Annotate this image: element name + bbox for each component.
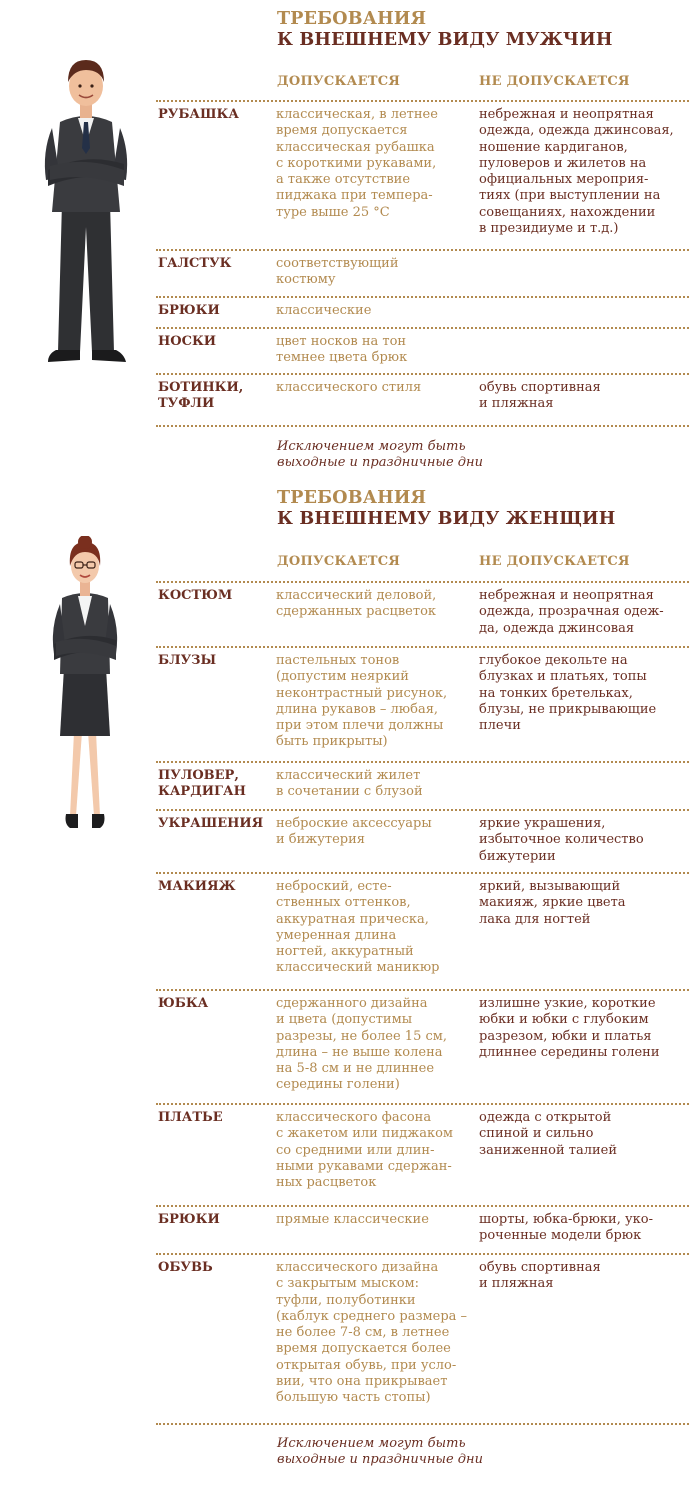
row-label: ЮБКА	[158, 996, 209, 1011]
row-allowed: классического стиля	[276, 380, 422, 395]
row-allowed: классическая, в летнее время допускается классическая рубашка с короткими рукавами, а также отсутствие пиджака при темпера- туре выше 25 °С	[276, 107, 438, 220]
table-row	[156, 811, 689, 874]
men-col-allowed: ДОПУСКАЕТСЯ	[277, 74, 401, 89]
row-denied: обувь спортивная и пляжная	[479, 380, 601, 412]
table-row	[156, 1105, 689, 1207]
men-col-denied: НЕ ДОПУСКАЕТСЯ	[479, 74, 630, 89]
row-label: ГАЛСТУК	[158, 256, 232, 271]
women-col-allowed: ДОПУСКАЕТСЯ	[277, 554, 401, 569]
women-title-line2: К ВНЕШНЕМУ ВИДУ ЖЕНЩИН	[277, 509, 616, 529]
men-title-line1: ТРЕБОВАНИЯ	[277, 9, 427, 29]
table-row	[156, 375, 689, 427]
row-label: БОТИНКИ, ТУФЛИ	[158, 380, 244, 412]
row-allowed: классического дизайна с закрытым мыском: туфли, полуботинки (каблук среднего размера – не более 7-8 см, в летнее время допускается более открытая обувь, при усло- вии, что она прикрывает большую часть стопы)	[276, 1260, 468, 1406]
table-row	[156, 298, 689, 329]
row-label: КОСТЮМ	[158, 588, 233, 603]
table-row	[156, 251, 689, 298]
table-row	[156, 1255, 689, 1425]
row-denied: яркий, вызывающий макияж, яркие цвета лака для ногтей	[479, 879, 626, 927]
row-allowed: соответствующий костюму	[276, 256, 399, 288]
man-illustration-icon	[40, 52, 132, 370]
row-denied: обувь спортивная и пляжная	[479, 1260, 601, 1292]
row-allowed: классического фасона с жакетом или пиджаком со средними или длин- ными рукавами сдержан- ных расцветок	[276, 1110, 454, 1191]
men-title	[277, 9, 613, 51]
men-requirements-table	[156, 100, 689, 427]
row-label: ПЛАТЬЕ	[158, 1110, 223, 1125]
row-allowed: цвет носков на тон темнее цвета брюк	[276, 334, 408, 366]
men-exception-note: Исключением могут быть выходные и праздничные дни	[277, 439, 483, 470]
table-row	[156, 991, 689, 1105]
row-label: БРЮКИ	[158, 1212, 220, 1227]
row-label: УКРАШЕНИЯ	[158, 816, 264, 831]
women-title	[277, 488, 616, 530]
row-label: ОБУВЬ	[158, 1260, 213, 1275]
row-denied: глубокое декольте на блузках и платьях, топы на тонких бретельках, блузы, не прикрывающие плечи	[479, 653, 657, 734]
women-title-line1: ТРЕБОВАНИЯ	[277, 488, 427, 508]
row-denied: шорты, юбка-брюки, уко- роченные модели брюк	[479, 1212, 653, 1244]
women-section	[0, 480, 695, 1511]
row-label: БЛУЗЫ	[158, 653, 217, 668]
table-row	[156, 581, 689, 648]
row-allowed: классические	[276, 303, 372, 318]
row-denied: небрежная и неопрятная одежда, прозрачная одеж- да, одежда джинсовая	[479, 588, 664, 636]
row-denied: одежда с открытой спиной и сильно заниженной талией	[479, 1110, 617, 1158]
row-allowed: сдержанного дизайна и цвета (допустимы разрезы, не более 15 см, длина – не выше колена на 5-8 см и не длиннее середины голени)	[276, 996, 447, 1093]
table-row	[156, 648, 689, 763]
table-row	[156, 100, 689, 251]
table-row	[156, 1207, 689, 1255]
men-section	[0, 0, 695, 480]
women-exception-note: Исключением могут быть выходные и праздничные дни	[277, 1436, 483, 1467]
table-row	[156, 329, 689, 375]
row-allowed: прямые классические	[276, 1212, 429, 1227]
men-title-line2: К ВНЕШНЕМУ ВИДУ МУЖЧИН	[277, 30, 613, 50]
women-requirements-table	[156, 581, 689, 1425]
row-denied: яркие украшения, избыточное количество бижутерии	[479, 816, 644, 864]
table-row	[156, 763, 689, 811]
row-allowed: классический деловой, сдержанных расцветок	[276, 588, 437, 620]
row-label: НОСКИ	[158, 334, 217, 349]
row-denied: небрежная и неопрятная одежда, одежда джинсовая, ношение кардиганов, пуловеров и жилетов на официальных мероприя- тиях (при выступлении на совещаниях, нахождении в президиуме и т.д.)	[479, 107, 674, 237]
row-label: БРЮКИ	[158, 303, 220, 318]
table-row	[156, 874, 689, 991]
row-allowed: неброские аксессуары и бижутерия	[276, 816, 432, 848]
women-col-denied: НЕ ДОПУСКАЕТСЯ	[479, 554, 630, 569]
woman-illustration-icon	[48, 536, 122, 832]
row-label: МАКИЯЖ	[158, 879, 236, 894]
row-allowed: классический жилет в сочетании с блузой	[276, 768, 423, 800]
row-allowed: неброский, есте- ственных оттенков, аккуратная прическа, умеренная длина ногтей, аккуратный классический маникюр	[276, 879, 440, 976]
row-label: РУБАШКА	[158, 107, 239, 122]
row-label: ПУЛОВЕР, КАРДИГАН	[158, 768, 246, 800]
row-allowed: пастельных тонов (допустим неяркий неконтрастный рисунок, длина рукавов – любая, при этом плечи должны быть прикрыты)	[276, 653, 448, 750]
row-denied: излишне узкие, короткие юбки и юбки с глубоким разрезом, юбки и платья длиннее середины голени	[479, 996, 660, 1060]
